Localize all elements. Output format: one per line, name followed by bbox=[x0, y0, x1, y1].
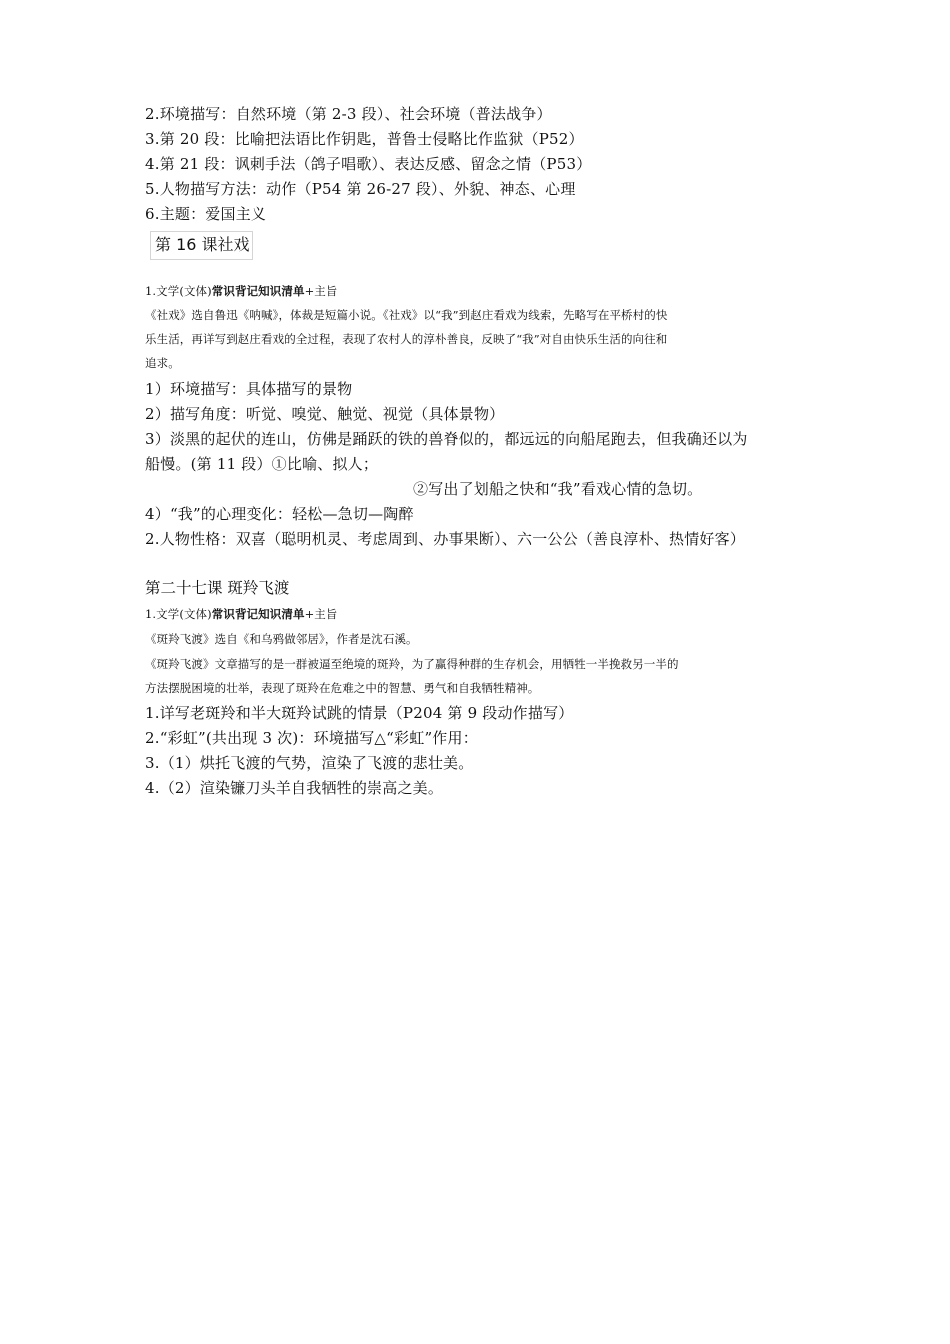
lesson16-label bbox=[145, 283, 338, 299]
prev-point-6: 6.主题：爱国主义 bbox=[145, 205, 267, 223]
lesson27-point: 3.（1）烘托飞渡的气势，渲染了飞渡的悲壮美。 bbox=[145, 754, 474, 772]
lesson27-label-bold: 常识背记知识清单 bbox=[211, 607, 305, 621]
lesson16-intro-line: 追求。 bbox=[145, 356, 180, 370]
lesson16-intro-line: 乐生活，再详写到赵庄看戏的全过程，表现了农村人的淳朴善良，反映了“我”对自由快乐生活的向往和 bbox=[145, 332, 668, 346]
lesson16-point: 4）“我”的心理变化：轻松—急切—陶醉 bbox=[145, 505, 414, 523]
lesson27-point: 1.详写老斑羚和半大斑羚试跳的情景（P204 第 9 段动作描写） bbox=[145, 704, 574, 722]
lesson16-label-prefix: 1.文学(文体) bbox=[145, 284, 212, 298]
lesson16-label-suffix: +主旨 bbox=[304, 284, 338, 298]
lesson27-label-suffix: +主旨 bbox=[304, 607, 338, 621]
lesson16-point: 船慢。(第 11 段）①比喻、拟人； bbox=[145, 455, 379, 473]
prev-point-4: 4.第 21 段：讽刺手法（鸽子唱歌）、表达反感、留念之情（P53） bbox=[145, 155, 592, 173]
lesson16-point: ②写出了划船之快和“我”看戏心情的急切。 bbox=[413, 480, 703, 498]
lesson16-point: 3）淡黑的起伏的连山，仿佛是踊跃的铁的兽脊似的，都远远的向船尾跑去，但我确还以为 bbox=[145, 430, 748, 448]
lesson16-intro-line: 《社戏》选自鲁迅《呐喊》，体裁是短篇小说。《社戏》以“我”到赵庄看戏为线索，先略写在平桥村的快 bbox=[145, 308, 668, 322]
prev-point-5: 5.人物描写方法：动作（P54 第 26-27 段）、外貌、神态、心理 bbox=[145, 180, 576, 198]
lesson27-label-prefix: 1.文学(文体) bbox=[145, 607, 212, 621]
lesson27-intro-line: 《斑羚飞渡》选自《和乌鸦做邻居》，作者是沈石溪。 bbox=[145, 632, 418, 646]
lesson16-title: 第 16 课社戏 bbox=[150, 231, 253, 260]
lesson16-point: 1）环境描写：具体描写的景物 bbox=[145, 380, 353, 398]
lesson27-label bbox=[145, 606, 338, 622]
lesson16-point: 2）描写角度：听觉、嗅觉、触觉、视觉（具体景物） bbox=[145, 405, 505, 423]
lesson27-point: 4.（2）渲染镰刀头羊自我牺牲的崇高之美。 bbox=[145, 779, 444, 797]
lesson27-intro-line: 方法摆脱困境的壮举，表现了斑羚在危难之中的智慧、勇气和自我牺牲精神。 bbox=[145, 681, 540, 695]
lesson27-point: 2.“彩虹”(共出现 3 次)：环境描写△“彩虹”作用： bbox=[145, 729, 478, 747]
lesson27-title: 第二十七课 斑羚飞渡 bbox=[145, 579, 290, 597]
prev-point-3: 3.第 20 段：比喻把法语比作钥匙，普鲁士侵略比作监狱（P52） bbox=[145, 130, 584, 148]
prev-point-2: 2.环境描写：自然环境（第 2-3 段）、社会环境（普法战争） bbox=[145, 105, 552, 123]
lesson16-label-bold: 常识背记知识清单 bbox=[211, 284, 305, 298]
lesson16-point: 2.人物性格：双喜（聪明机灵、考虑周到、办事果断）、六一公公（善良淳朴、热情好客） bbox=[145, 530, 746, 548]
lesson27-intro-line: 《斑羚飞渡》文章描写的是一群被逼至绝境的斑羚，为了赢得种群的生存机会，用牺牲一半挽救另一半的 bbox=[145, 657, 679, 671]
